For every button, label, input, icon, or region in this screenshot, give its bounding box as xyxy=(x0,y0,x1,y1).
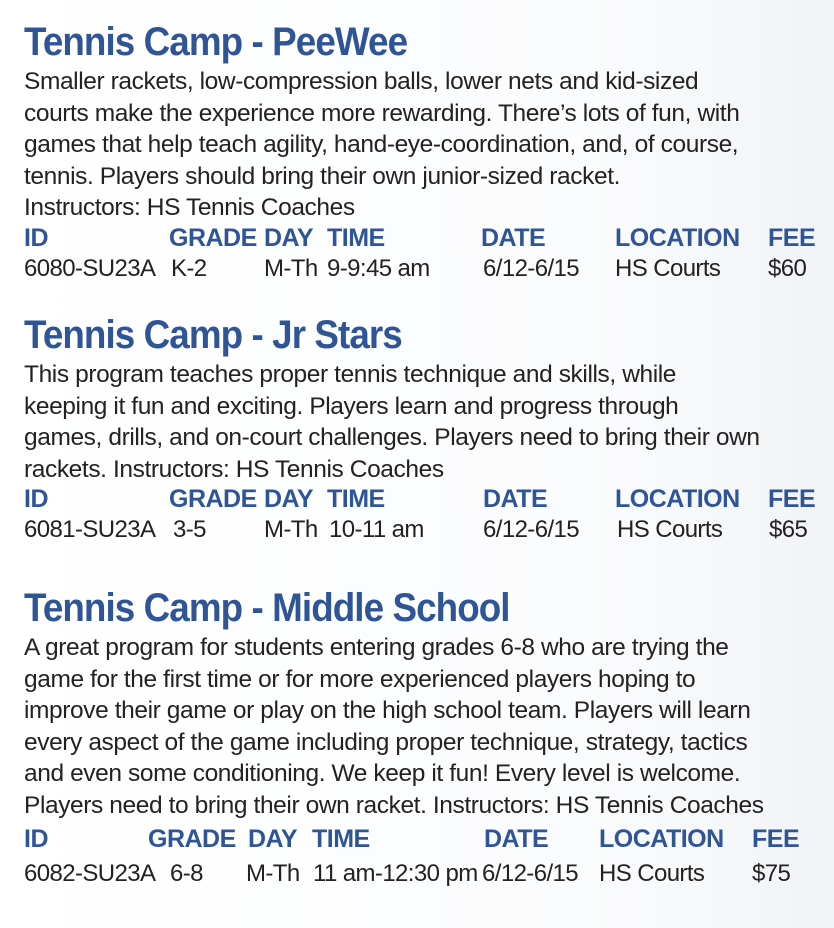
cell-day: M-Th xyxy=(264,516,318,543)
cell-location: HS Courts xyxy=(617,516,723,543)
header-fee: FEE xyxy=(752,825,800,853)
cell-date: 6/12-6/15 xyxy=(483,254,580,282)
cell-grade: 6-8 xyxy=(170,860,203,887)
header-day: DAY xyxy=(264,485,313,513)
description-line: keeping it fun and exciting. Players learn and progress through xyxy=(24,392,679,420)
course-section-peewee xyxy=(24,20,824,286)
header-time: TIME xyxy=(312,825,370,853)
header-location: LOCATION xyxy=(615,485,740,513)
header-date: DATE xyxy=(483,485,548,513)
header-id: ID xyxy=(24,485,48,513)
cell-id: 6081-SU23A xyxy=(24,516,156,543)
cell-time: 11 am-12:30 pm xyxy=(313,860,478,887)
description-line: This program teaches proper tennis technique and skills, while xyxy=(24,361,677,388)
description-line: courts make the experience more rewarding. There’s lots of fun, with xyxy=(24,99,740,127)
header-day: DAY xyxy=(264,223,313,252)
description-line: and even some conditioning. We keep it fun! Every level is welcome. xyxy=(24,760,741,787)
header-grade: GRADE xyxy=(148,825,236,853)
course-description xyxy=(24,66,824,224)
cell-id: 6080-SU23A xyxy=(24,254,156,282)
description-line: tennis. Players should bring their own junior-sized racket. xyxy=(24,162,621,190)
description-line: Instructors: HS Tennis Coaches xyxy=(24,194,355,221)
table-row xyxy=(24,860,824,891)
table-row xyxy=(24,255,824,286)
cell-date: 6/12-6/15 xyxy=(482,860,579,887)
cell-grade: K-2 xyxy=(171,254,207,282)
cell-fee: $65 xyxy=(769,516,808,543)
cell-location: HS Courts xyxy=(599,860,705,887)
description-line: improve their game or play on the high school team. Players will learn xyxy=(24,697,751,724)
description-line: Players need to bring their own racket. Instructors: HS Tennis Coaches xyxy=(24,791,764,819)
header-id: ID xyxy=(24,825,48,853)
course-section-jr-stars xyxy=(24,313,824,547)
description-line: Smaller rackets, low-compression balls, lower nets and kid-sized xyxy=(24,68,699,95)
header-time: TIME xyxy=(327,485,385,513)
header-grade: GRADE xyxy=(169,485,257,513)
cell-location: HS Courts xyxy=(615,254,721,282)
cell-time: 9-9:45 am xyxy=(327,254,430,282)
header-grade: GRADE xyxy=(169,223,257,252)
cell-date: 6/12-6/15 xyxy=(483,516,580,543)
header-time: TIME xyxy=(327,223,385,252)
course-title: Tennis Camp - PeeWee xyxy=(24,20,408,64)
header-date: DATE xyxy=(481,223,546,252)
header-id: ID xyxy=(24,223,48,252)
table-header-row xyxy=(24,224,824,255)
description-line: every aspect of the game including proper technique, strategy, tactics xyxy=(24,728,748,756)
cell-grade: 3-5 xyxy=(173,516,206,543)
cell-day: M-Th xyxy=(264,254,318,282)
course-title: Tennis Camp - Middle School xyxy=(24,586,510,630)
table-header-row xyxy=(24,485,824,516)
description-line: games that help teach agility, hand-eye-coordination, and, of course, xyxy=(24,131,739,158)
description-line: rackets. Instructors: HS Tennis Coaches xyxy=(24,455,444,483)
description-line: game for the first time or for more experienced players hoping to xyxy=(24,665,696,693)
description-line: A great program for students entering grades 6-8 who are trying the xyxy=(24,634,729,661)
table-row xyxy=(24,516,824,547)
cell-fee: $75 xyxy=(752,860,791,887)
header-day: DAY xyxy=(248,825,297,853)
header-location: LOCATION xyxy=(615,223,740,252)
header-fee: FEE xyxy=(768,485,816,513)
course-title: Tennis Camp - Jr Stars xyxy=(24,313,402,357)
cell-id: 6082-SU23A xyxy=(24,860,156,887)
course-description xyxy=(24,632,824,821)
cell-day: M-Th xyxy=(246,860,300,887)
cell-time: 10-11 am xyxy=(329,516,424,543)
description-line: games, drills, and on-court challenges. Players need to bring their own xyxy=(24,424,760,451)
course-description xyxy=(24,359,824,485)
header-location: LOCATION xyxy=(599,825,724,853)
cell-fee: $60 xyxy=(768,254,807,282)
course-section-middle-school xyxy=(24,586,824,891)
header-fee: FEE xyxy=(768,223,816,252)
table-header-row xyxy=(24,825,824,856)
header-date: DATE xyxy=(484,825,549,853)
